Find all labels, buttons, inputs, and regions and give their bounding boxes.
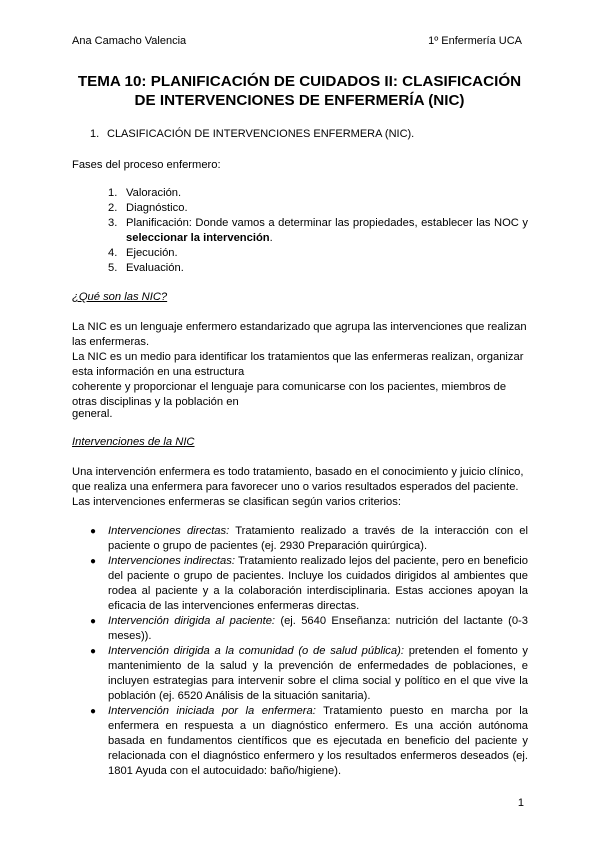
list-item-text: Evaluación. [126,262,184,274]
criterio-text: Tratamiento realizado lejos del paciente, pero en beneficio del paciente o grupo de pacientes. Incluye los cuidados dirigidos al ambientes que rodea al paciente y a la colaboración interdisciplinaria. Estas acciones apoyan la eficacia de las intervenciones enfermeras directas. [108,555,528,612]
bullet-icon: ● [90,646,97,657]
criterio-text: pretenden el fomento y mantenimiento de la salud y la prevención de enfermedades de poblaciones, e incluyen estrategias para intervenir sobre el clima social y político en el que vive la población (ej. 6520 Análisis de la situación sanitaria). [108,645,529,702]
list-item [90,614,528,644]
criterio-text: (ej. 5640 Enseñanza: nutrición del lactante (0-3 meses)). [108,615,528,642]
list-item-number: 5. [108,262,118,274]
section-heading [90,128,530,140]
header-author: Ana Camacho Valencia [72,35,187,47]
header-course: 1º Enfermería UCA [428,35,522,47]
list-item-number: 3. [108,217,118,229]
criterio-label: Intervención dirigida a la comunidad (o de salud pública): [108,645,404,657]
list-item-after: . [269,232,273,244]
list-item [108,201,528,216]
fases-list [108,186,528,276]
list-item [108,186,528,201]
section-title: CLASIFICACIÓN DE INTERVENCIONES ENFERMERA (NIC). [107,128,415,140]
title-line-2: DE INTERVENCIONES DE ENFERMERÍA (NIC) [134,92,465,109]
criterio-text: Tratamiento puesto en marcha por la enfermera en respuesta a un diagnóstico enfermero. Es una acción autónoma basada en fundamentos científicos que es ejecutada en beneficio del paciente y relacionada con el diagnóstico enfermero y los resultados enfermeros deseados (ej. 1801 Ayuda con el autocuidado: baño/higiene). [108,705,529,777]
intervenciones-paragraph-2: Las intervenciones enfermeras se clasifican según varios criterios: [72,496,401,508]
list-item [90,554,528,614]
page-title [72,72,527,110]
fases-intro: Fases del proceso enfermero: [72,159,221,171]
page-number: 1 [517,797,524,809]
list-item [108,216,528,246]
list-item [108,246,528,261]
bullet-icon: ● [90,616,97,627]
criterio-label: Intervención iniciada por la enfermera: [108,705,316,717]
que-son-paragraph-2a: La NIC es un medio para identificar los tratamientos que las enfermeras realizan, organizar esta información en una estructura [72,351,524,378]
bullet-icon: ● [90,556,97,567]
intervenciones-paragraph-1: Una intervención enfermera es todo tratamiento, basado en el conocimiento y juicio clínico, que realiza una enfermera para favorecer uno o varios resultados esperados del paciente. [72,466,524,493]
que-son-heading: ¿Qué son las NIC? [72,291,168,303]
que-son-paragraph-2c: general. [72,408,113,420]
criterio-label: Intervenciones indirectas: [108,555,235,567]
list-item-number: 2. [108,202,118,214]
section-number: 1. [90,128,100,140]
list-item [108,261,528,276]
criterio-text: Tratamiento realizado a través de la interacción con el paciente o grupo de pacientes (ej. 2930 Preparación quirúrgica). [108,525,528,552]
list-item-text: Planificación: Donde vamos a determinar las propiedades, establecer las NOC y [126,217,528,229]
list-item [90,704,528,779]
criterio-label: Intervenciones directas: [108,525,230,537]
que-son-paragraph-2b: coherente y proporcionar el lenguaje para comunicarse con los pacientes, miembros de otras disciplinas y la población en [72,381,507,408]
criterio-label: Intervención dirigida al paciente: [108,615,276,627]
list-item-number: 1. [108,187,118,199]
bullet-icon: ● [90,526,97,537]
list-item [90,644,528,704]
title-line-1: TEMA 10: PLANIFICACIÓN DE CUIDADOS II: CLASIFICACIÓN [77,73,522,90]
list-item-text: Diagnóstico. [126,202,188,214]
intervenciones-heading: Intervenciones de la NIC [72,436,195,448]
list-item-number: 4. [108,247,118,259]
list-item-text: Valoración. [126,187,182,199]
que-son-paragraph-1: La NIC es un lenguaje enfermero estandarizado que agrupa las intervenciones que realizan las enfermeras. [72,321,527,348]
criterios-list [90,524,528,779]
list-item-bold: seleccionar la intervención [126,232,270,244]
list-item [90,524,528,554]
list-item-text: Ejecución. [126,247,178,259]
bullet-icon: ● [90,706,97,717]
